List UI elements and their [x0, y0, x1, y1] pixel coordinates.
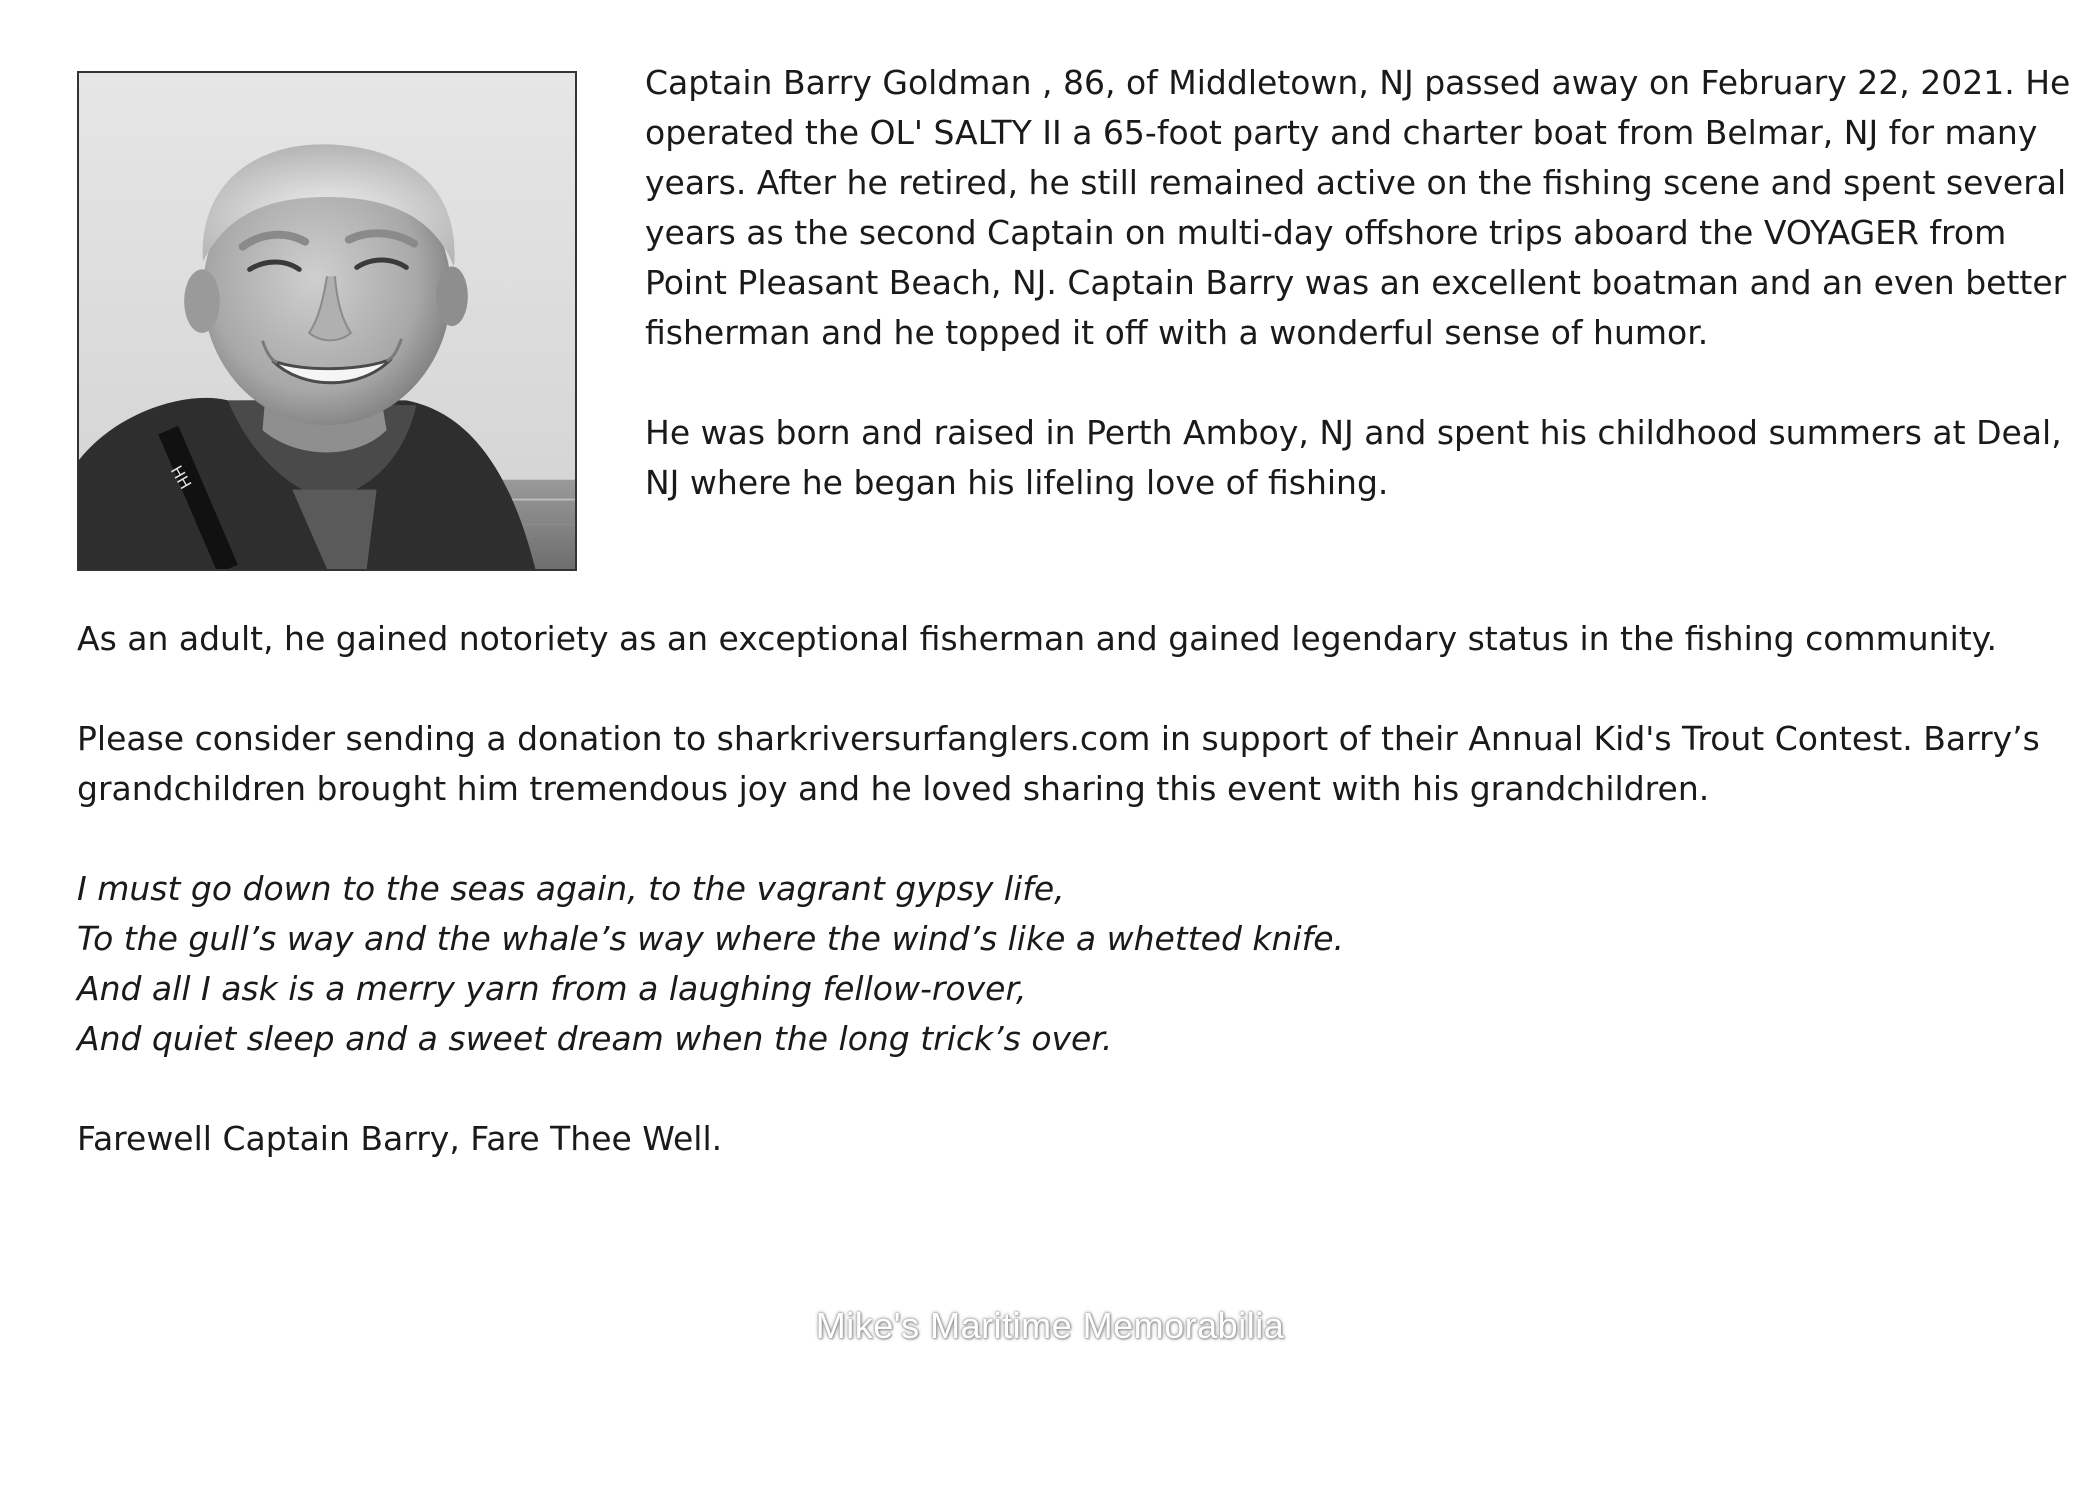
- poem-line: To the gull’s way and the whale’s way where the wind’s like a whetted knife.: [77, 919, 1345, 958]
- intro-paragraph-2: He was born and raised in Perth Amboy, NJ and spent his childhood summers at Deal, NJ where he began his lifeling love of fishing.: [645, 413, 2062, 502]
- body-paragraph-4: Please consider sending a donation to sharkriversurfanglers.com in support of their Annual Kid's Trout Contest. Barry’s grandchildren brought him tremendous joy and he loved sharing this event with his grandchildren.: [77, 719, 2040, 808]
- svg-text:HH: HH: [166, 462, 196, 493]
- poem-stanza: [77, 864, 2077, 1064]
- obituary-intro: [645, 58, 2075, 508]
- portrait-illustration: [79, 73, 575, 569]
- obituary-body: [77, 614, 2077, 1164]
- poem-line: And quiet sleep and a sweet dream when the long trick’s over.: [77, 1019, 1113, 1058]
- body-paragraph-3: As an adult, he gained notoriety as an exceptional fisherman and gained legendary status in the fishing community.: [77, 619, 1997, 658]
- watermark-text: Mike's Maritime Memorabilia: [815, 1305, 1285, 1346]
- poem-line: And all I ask is a merry yarn from a laughing fellow-rover,: [77, 969, 1027, 1008]
- portrait-photo: [77, 71, 577, 571]
- intro-paragraph-1: Captain Barry Goldman , 86, of Middletown, NJ passed away on February 22, 2021. He operated the OL' SALTY II a 65-foot party and charter boat from Belmar, NJ for many years. After he retired, he still remained active on the fishing scene and spent several years as the second Captain on multi-day offshore trips aboard the VOYAGER from Point Pleasant Beach, NJ. Captain Barry was an excellent boatman and an even better fisherman and he topped it off with a wonderful sense of humor.: [645, 63, 2071, 352]
- farewell-line: Farewell Captain Barry, Fare Thee Well.: [77, 1119, 723, 1158]
- poem-line: I must go down to the seas again, to the vagrant gypsy life,: [77, 869, 1065, 908]
